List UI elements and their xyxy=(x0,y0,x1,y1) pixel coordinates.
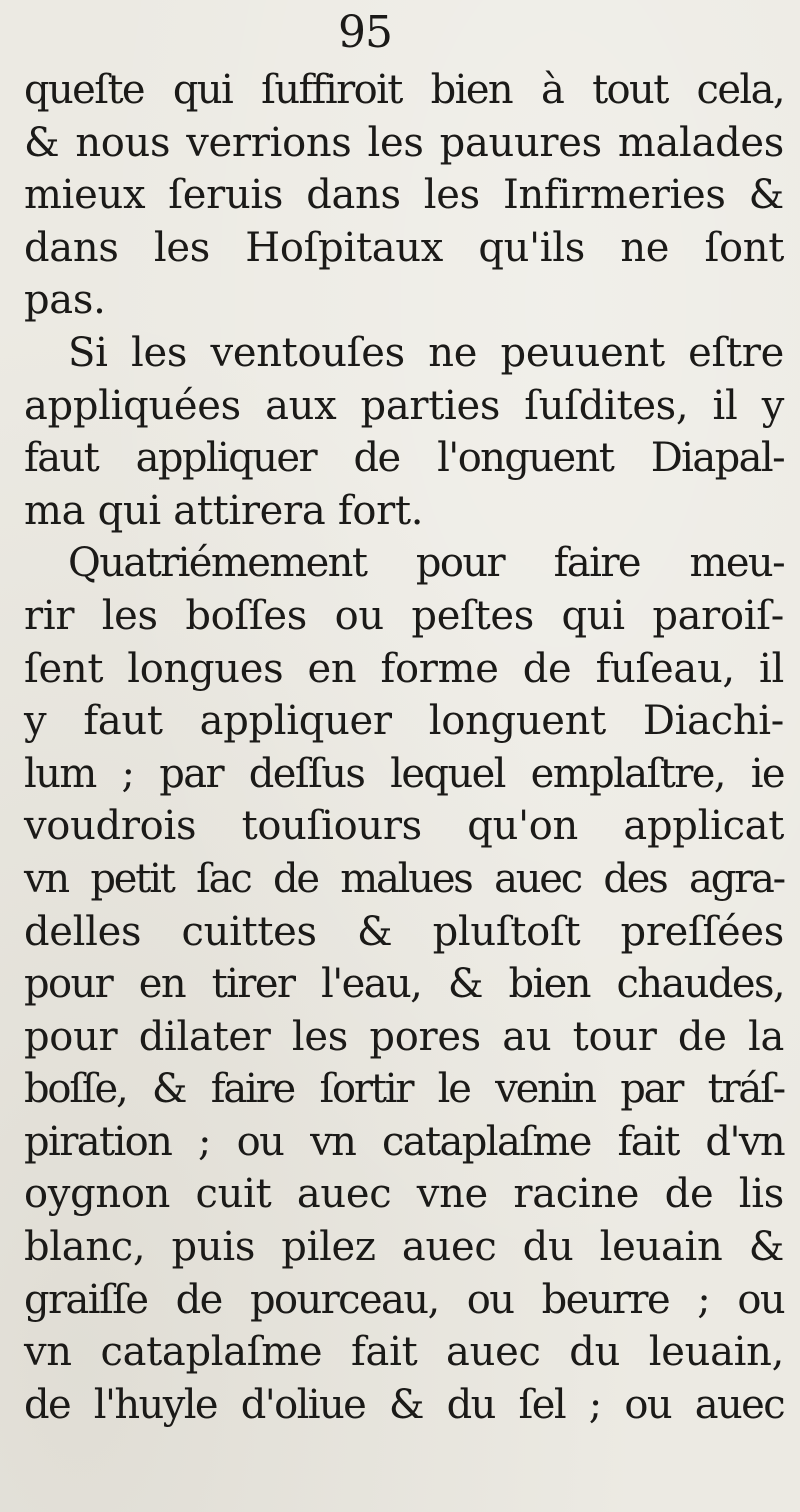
text-line: & nous verrions les pauures malades xyxy=(24,119,784,166)
text-line: y faut appliquer longuent Diachi- xyxy=(24,698,784,745)
text-line: vn petit ſac de malues auec des agra- xyxy=(24,855,784,902)
text-line: delles cuittes & pluſtoſt preſſées xyxy=(24,908,784,955)
page-body-text xyxy=(24,64,784,1431)
text-line: oygnon cuit auec vne racine de lis xyxy=(24,1171,784,1218)
text-line: piration ; ou vn cataplaſme fait d'vn xyxy=(24,1118,784,1165)
text-line: dans les Hoſpitaux qu'ils ne ſont xyxy=(24,224,784,271)
text-line: lum ; par deſſus lequel emplaſtre, ie xyxy=(24,750,784,797)
page-number: 95 xyxy=(338,7,392,58)
text-line: rir les boſſes ou peſtes qui paroiſ- xyxy=(24,592,784,639)
text-line: vn cataplaſme fait auec du leuain, xyxy=(24,1329,784,1376)
text-line: boſſe, & faire ſortir le venin par tráſ- xyxy=(24,1066,784,1113)
text-line: appliquées aux parties ſuſdites, il y xyxy=(24,382,784,429)
text-line: graiſſe de pourceau, ou beurre ; ou xyxy=(24,1276,784,1323)
text-line: pour en tirer l'eau, & bien chaudes, xyxy=(24,961,784,1008)
text-line: mieux ſeruis dans les Infirmeries & xyxy=(24,172,784,219)
text-line: pas. xyxy=(24,277,106,324)
text-line: ma qui attirera fort. xyxy=(24,487,424,534)
paragraph-start-line: Quatriémement pour faire meu- xyxy=(68,540,784,587)
paragraph-start-line: Si les ventouſes ne peuuent eſtre xyxy=(68,329,784,376)
text-line: de l'huyle d'oliue & du ſel ; ou auec xyxy=(24,1381,784,1428)
text-line: queſte qui ſuffiroit bien à tout cela, xyxy=(24,67,784,113)
text-line: faut appliquer de l'onguent Diapal- xyxy=(24,435,784,482)
text-line: ſent longues en forme de fuſeau, il xyxy=(24,645,784,692)
text-line: voudrois touſiours qu'on applicat xyxy=(24,803,784,850)
text-line: pour dilater les pores au tour de la xyxy=(24,1013,784,1060)
text-line: blanc, puis pilez auec du leuain & xyxy=(24,1224,784,1271)
